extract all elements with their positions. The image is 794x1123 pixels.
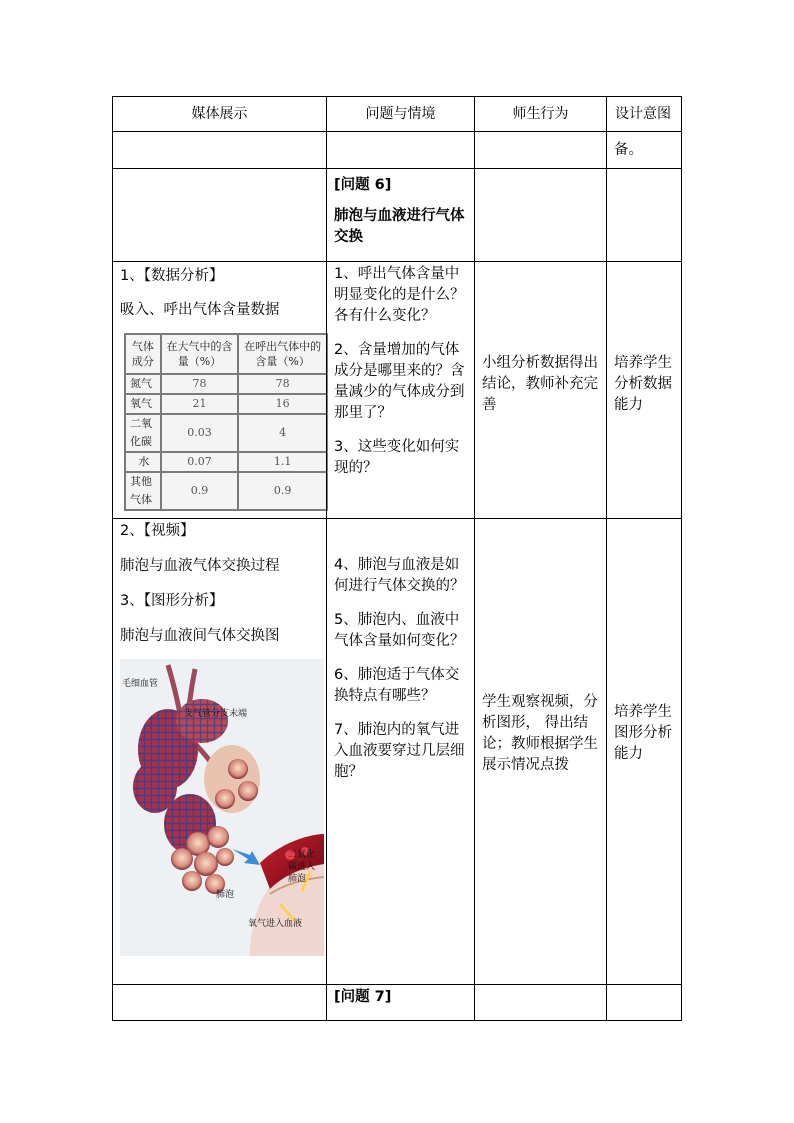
label-o2: 氧气进入血液 (248, 919, 303, 929)
question-7-title: [问题 7] (334, 989, 392, 1005)
figure-caption: 肺泡与血液间气体交换图 (120, 628, 280, 644)
video-heading: 2、【视频】 (120, 523, 195, 539)
gas-table-header: 在大气中的含量（%） (161, 334, 239, 374)
label-co2: 二氧化碳进入肺泡 (288, 850, 316, 884)
gas-table-row: 二氧化碳 0.03 4 (125, 414, 327, 452)
gas-table-row: 水 0.07 1.1 (125, 452, 327, 472)
lesson-plan-table (112, 96, 682, 1021)
header-media: 媒体展示 (113, 97, 327, 132)
header-intent: 设计意图 (607, 97, 682, 132)
label-capillary: 毛细血管 (122, 679, 159, 689)
row-continued (113, 132, 682, 169)
question-6: 6、肺泡适于气体交换特点有哪些？ (334, 667, 460, 704)
question-3: 3、这些变化如何实现的？ (334, 439, 460, 476)
row-question-6 (113, 169, 682, 262)
header-question: 问题与情境 (327, 97, 475, 132)
alveolus-gas-exchange-image (120, 659, 324, 956)
header-row (113, 97, 682, 132)
question-2: 2、含量增加的气体成分是哪里来的？含量减少的气体成分到那里了？ (334, 342, 465, 421)
figure-heading: 3、【图形分析】 (120, 593, 224, 609)
behavior-video: 学生观察视频，分析图形， 得出结论；教师根据学生展示情况点拨 (482, 693, 598, 773)
row-question-7 (113, 985, 682, 1021)
question-5: 5、肺泡内、血液中气体含量如何变化？ (334, 612, 465, 649)
gas-content-table (124, 333, 328, 511)
data-analysis-heading: 1、【数据分析】 (120, 268, 224, 284)
video-caption: 肺泡与血液气体交换过程 (120, 558, 280, 574)
label-alveolus: 肺泡 (216, 890, 235, 900)
behavior-data: 小组分析数据得出结论，教师补充完善 (482, 354, 598, 413)
gas-table-row: 氮气 78 78 (125, 374, 327, 394)
intent-video: 培养学生图形分析能力 (614, 704, 672, 762)
question-4: 4、肺泡与血液是如何进行气体交换的？ (334, 557, 465, 594)
gas-table-header: 在呼出气体中的含量（%） (238, 334, 327, 374)
intent-continued: 备。 (607, 132, 682, 169)
question-7: 7、肺泡内的氧气进入血液要穿过几层细胞？ (334, 722, 465, 780)
intent-data: 培养学生分析数据能力 (614, 354, 672, 413)
label-bronchiole: 支气管分支末端 (184, 709, 248, 719)
gas-table-row: 氧气 21 16 (125, 394, 327, 414)
data-analysis-caption: 吸入、呼出气体含量数据 (120, 302, 280, 318)
row-video-analysis (113, 519, 682, 985)
question-6-subtitle: 肺泡与血液进行气体交换 (334, 208, 465, 245)
header-behavior: 师生行为 (475, 97, 607, 132)
row-data-analysis (113, 262, 682, 519)
question-1: 1、呼出气体含量中明显变化的是什么？各有什么变化？ (334, 266, 465, 324)
question-6-title: [问题 6] (334, 177, 392, 193)
gas-table-row: 其他气体 0.9 0.9 (125, 472, 327, 510)
gas-table-header: 气体成分 (125, 334, 161, 374)
